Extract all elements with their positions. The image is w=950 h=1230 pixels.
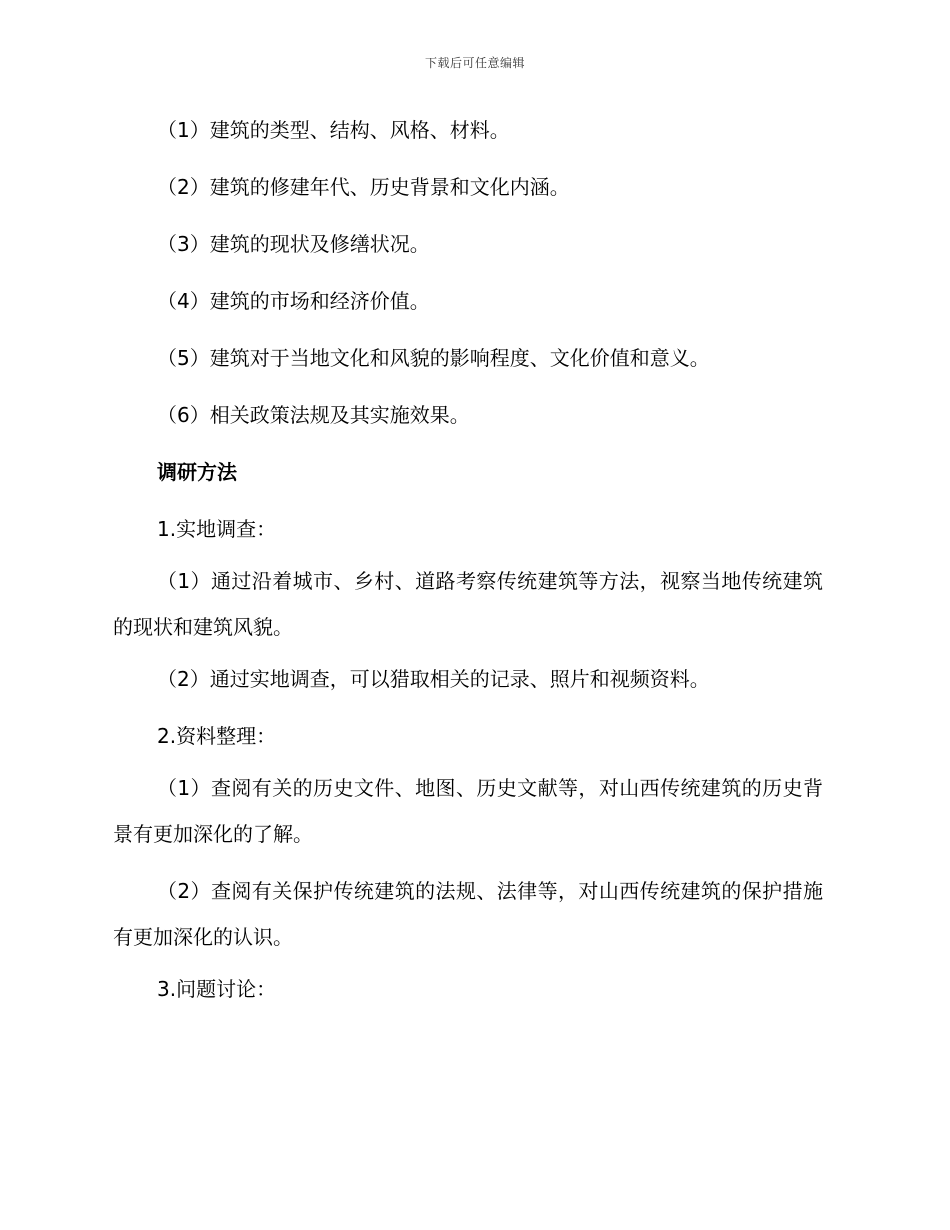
page-header: 下载后可任意编辑: [424, 56, 525, 70]
subsection-title-1: 1.实地调查：: [157, 517, 277, 541]
list-item-6: （6）相关政策法规及其实施效果。: [157, 403, 470, 427]
paragraph-1-2: （2）通过实地调查，可以猎取相关的记录、照片和视频资料。: [157, 667, 710, 691]
list-item-2: （2）建筑的修建年代、历史背景和文化内涵。: [157, 175, 570, 199]
list-item-5: （5）建筑对于当地文化和风貌的影响程度、文化价值和意义。: [157, 346, 710, 370]
paragraph-1-1: （1）通过沿着城市、乡村、道路考察传统建筑等方法，视察当地传统建筑的现状和建筑风貌。: [113, 569, 823, 639]
list-item-1: （1）建筑的类型、结构、风格、材料。: [157, 118, 510, 142]
subsection-title-2: 2.资料整理：: [157, 724, 277, 748]
paragraph-2-1: （1）查阅有关的历史文件、地图、历史文献等，对山西传统建筑的历史背景有更加深化的了解。: [113, 776, 823, 846]
list-item-3: （3）建筑的现状及修缮状况。: [157, 232, 430, 256]
paragraph-2-2: （2）查阅有关保护传统建筑的法规、法律等，对山西传统建筑的保护措施有更加深化的认识。: [113, 879, 823, 949]
list-item-4: （4）建筑的市场和经济价值。: [157, 289, 430, 313]
subsection-title-3: 3.问题讨论：: [157, 977, 277, 1001]
document-body: [113, 112, 823, 1007]
section-heading: 调研方法: [157, 460, 237, 484]
